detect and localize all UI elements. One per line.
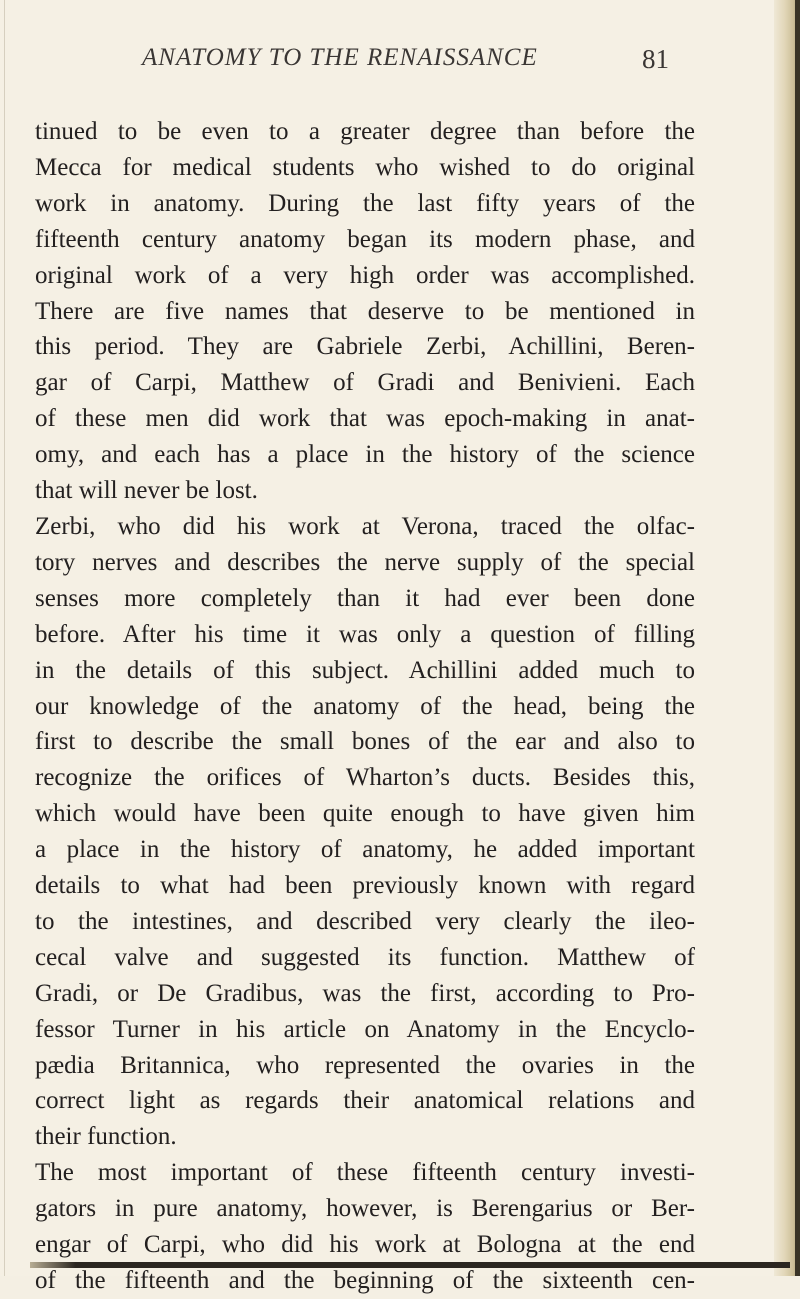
text-line: recognize the orifices of Wharton’s ducts. Besides this,: [35, 764, 695, 792]
text-line: a place in the history of anatomy, he added important: [35, 836, 695, 864]
text-line: Zerbi, who did his work at Verona, traced the olfac-: [35, 512, 695, 540]
text-line: omy, and each has a place in the history of the science: [35, 441, 695, 469]
text-line: that will never be lost.: [35, 477, 258, 505]
text-line: Gradi, or De Gradibus, was the first, according to Pro-: [35, 979, 695, 1007]
text-line: The most important of these fifteenth century investi-: [35, 1159, 695, 1187]
running-title: ANATOMY TO THE RENAISSANCE: [142, 44, 538, 71]
text-line: our knowledge of the anatomy of the head, being the: [35, 692, 695, 720]
text-line: Mecca for medical students who wished to do original: [35, 153, 695, 181]
text-line: work in anatomy. During the last fifty years of the: [35, 189, 695, 217]
text-line: gators in pure anatomy, however, is Berengarius or Ber-: [35, 1195, 695, 1223]
text-line: their function.: [35, 1123, 177, 1151]
text-line: this period. They are Gabriele Zerbi, Achillini, Beren-: [35, 333, 695, 361]
text-line: details to what had been previously known with regard: [35, 872, 695, 900]
text-line: fifteenth century anatomy began its modern phase, and: [35, 225, 695, 253]
text-line: which would have been quite enough to have given him: [35, 800, 695, 828]
text-line: fessor Turner in his article on Anatomy in the Encyclo-: [35, 1015, 695, 1043]
text-line: engar of Carpi, who did his work at Bologna at the end: [35, 1231, 695, 1259]
text-line: tory nerves and describes the nerve supply of the special: [35, 548, 695, 576]
text-line: correct light as regards their anatomical relations and: [35, 1087, 695, 1115]
text-line: before. After his time it was only a question of filling: [35, 620, 695, 648]
text-line: of the fifteenth and the beginning of the sixteenth cen-: [35, 1267, 695, 1294]
page-number: 81: [642, 44, 669, 74]
text-line: There are five names that deserve to be mentioned in: [35, 297, 695, 325]
page-left-edge: [4, 0, 5, 1276]
text-line: cecal valve and suggested its function. Matthew of: [35, 943, 695, 971]
text-line: tinued to be even to a greater degree than before the: [35, 118, 695, 145]
text-line: of these men did work that was epoch-making in anat-: [35, 405, 695, 433]
text-line: in the details of this subject. Achillini added much to: [35, 656, 695, 684]
body-text: [35, 114, 695, 1299]
text-line: gar of Carpi, Matthew of Gradi and Benivieni. Each: [35, 369, 695, 397]
text-line: to the intestines, and described very clearly the ileo-: [35, 907, 695, 935]
text-line: senses more completely than it had ever been done: [35, 584, 695, 612]
text-line: first to describe the small bones of the ear and also to: [35, 728, 695, 756]
text-line: pædia Britannica, who represented the ovaries in the: [35, 1051, 695, 1079]
running-head: [36, 44, 686, 84]
page-binding-edge: [795, 0, 800, 1276]
text-line: original work of a very high order was accomplished.: [35, 261, 695, 289]
